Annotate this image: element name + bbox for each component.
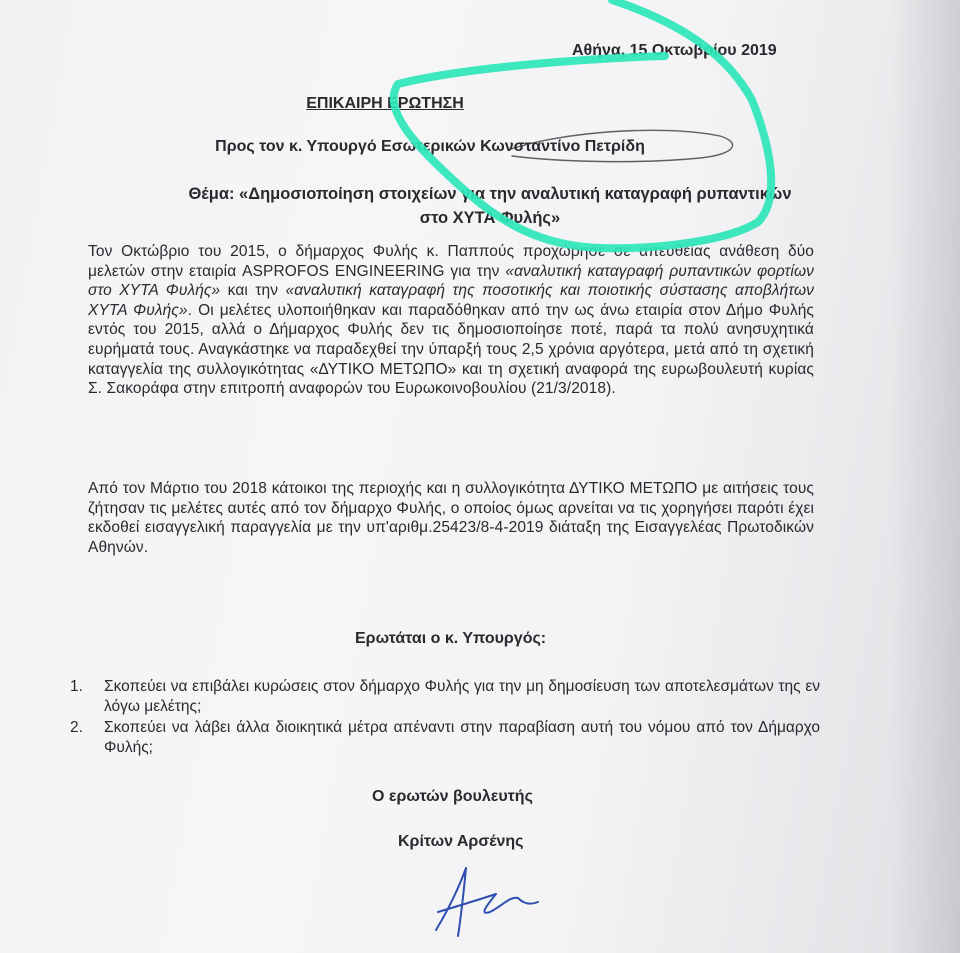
closing-role: Ο ερωτών βουλευτής [372, 788, 533, 805]
paper-shadow [890, 0, 960, 953]
document-date: Αθήνα, 15 Οκτωβρίου 2019 [572, 42, 777, 59]
list-item-text: Σκοπεύει να λάβει άλλα διοικητικά μέτρα απέναντι στην παραβίαση αυτή του νόμου από τον Δήμαρχο Φυλής; [104, 719, 820, 756]
questions-list [70, 677, 820, 759]
p1-part-c: και την [220, 282, 286, 300]
list-item-text: Σκοπεύει να επιβάλει κυρώσεις στον δήμαρχο Φυλής για την μη δημοσίευση των αποτελεσμάτων της εν λόγω μελέτης; [104, 678, 820, 715]
document-type-heading: ΕΠΙΚΑΙΡΗ ΕΡΩΤΗΣΗ [306, 95, 464, 112]
list-item [70, 718, 820, 757]
subject-line-2: στο ΧΥΤΑ Φυλής» [419, 209, 561, 227]
questions-heading: Ερωτάται ο κ. Υπουργός: [355, 630, 547, 647]
handwritten-signature [418, 860, 548, 940]
p1-part-e: . Οι μελέτες υλοποιήθηκαν και παραδόθηκαν από την ως άνω εταιρία στον Δήμο Φυλής εντός του 2015, αλλά ο Δήμαρχος Φυλής δεν τις δημοσιοποίησε ποτέ, παρά τα πολύ ανησυχητικά ευρήματά τους. Αναγκάστηκε να παραδεχθεί την ύπαρξή τους 2,5 χρόνια αργότερα, μετά από τη σχετική καταγγελία της συλλογικότητας «ΔΥΤΙΚΟ ΜΕΤΩΠΟ» και τη σχετική αναφορά της ευρωβουλευτή κυρίας Σ. Σακοράφα στην επιτροπή αναφορών του Ευρωκοινοβουλίου (21/3/2018). [88, 301, 814, 398]
p1-part-a: Τον Οκτώβριο του 2015, ο δήμαρχος Φυλής κ. Παππούς προχώρησε σε απευθείας ανάθεση δύο μελετών στην εταιρία ASPROFOS ENGINEERING για την [88, 243, 814, 280]
subject-line-1: Θέμα: «Δημοσιοποίηση στοιχείων για την αναλυτική καταγραφή ρυπαντικών [188, 185, 792, 203]
p1-part-b: «αναλυτική καταγραφή ρυπαντικών φορτίων στο ΧΥΤΑ Φυλής» [88, 262, 814, 300]
list-item-number: 2. [70, 719, 83, 737]
recipient-line: Προς τον κ. Υπουργό Εσωτερικών Κωνσταντίνο Πετρίδη [215, 138, 645, 155]
body-paragraph-2: Από τον Μάρτιο του 2018 κάτοικοι της περιοχής και η συλλογικότητα ΔΥΤΙΚΟ ΜΕΤΩΠΟ με αιτήσεις τους ζήτησαν τις μελέτες αυτές από τον δήμαρχο Φυλής, ο οποίος όμως αρνείται να τις χορηγήσει παρότι έχει εκδοθεί εισαγγελική παραγγελία με την υπ'αριθμ.25423/8-4-2019 διάταξη της Εισαγγελέας Πρωτοδικών Αθηνών. [88, 480, 814, 556]
signer-name: Κρίτων Αρσένης [398, 833, 524, 850]
list-item [70, 677, 820, 716]
subject-heading [150, 182, 830, 230]
p1-part-d: «αναλυτική καταγραφή της ποσοτικής και ποιοτικής σύστασης αποβλήτων ΧΥΤΑ Φυλής» [88, 282, 814, 319]
list-item-number: 1. [70, 678, 83, 695]
body-paragraph-1 [88, 242, 814, 399]
